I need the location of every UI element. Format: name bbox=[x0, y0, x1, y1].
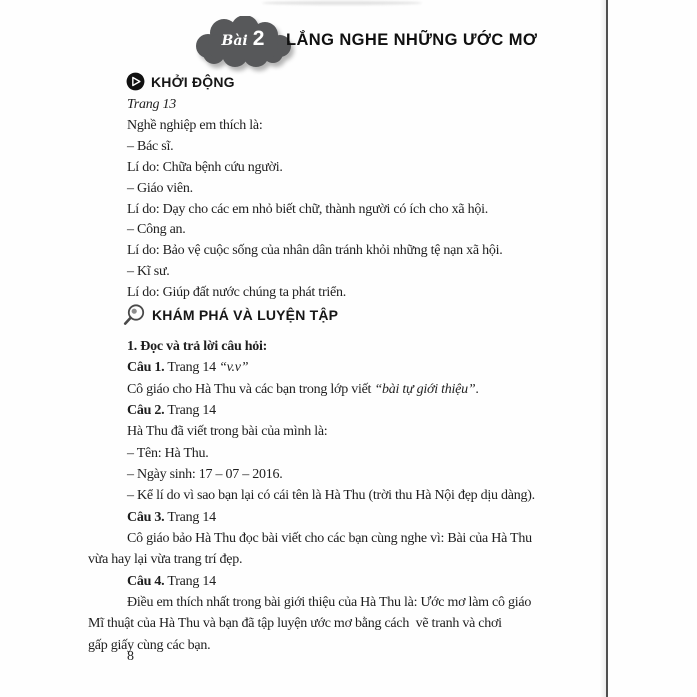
section-heading-khoi-dong bbox=[126, 72, 235, 91]
text-span: Câu 4. bbox=[127, 573, 165, 589]
text-line bbox=[88, 421, 603, 442]
text-line bbox=[88, 179, 603, 200]
text-span: Mĩ thuật của Hà Thu và bạn đã tập luyện ước mơ bằng cách vẽ tranh và chơi bbox=[88, 616, 502, 632]
text-line bbox=[88, 464, 603, 485]
text-line bbox=[88, 357, 603, 378]
text-line bbox=[88, 200, 603, 221]
text-line bbox=[88, 613, 603, 634]
text-line bbox=[88, 220, 603, 241]
text-span: Trang 14 bbox=[164, 360, 220, 376]
page-top-shadow bbox=[262, 1, 422, 5]
text-span: Hà Thu đã viết trong bài của mình là: bbox=[127, 424, 328, 440]
text-span: Điều em thích nhất trong bài giới thiệu của Hà Thu là: Ước mơ làm cô giáo bbox=[127, 595, 532, 611]
text-line bbox=[88, 549, 603, 570]
text-span: Nghề nghiệp em thích là: bbox=[127, 117, 263, 133]
text-line bbox=[88, 158, 603, 179]
section-heading-label: KHÁM PHÁ VÀ LUYỆN TẬP bbox=[152, 307, 339, 323]
text-span: – Giáo viên. bbox=[127, 180, 193, 196]
text-line bbox=[88, 571, 603, 592]
text-span: Câu 3. bbox=[127, 509, 165, 525]
page-edge-line bbox=[606, 0, 608, 697]
text-line bbox=[88, 528, 603, 549]
text-span: “v.v” bbox=[219, 360, 249, 376]
text-span: – Tên: Hà Thu. bbox=[127, 445, 209, 461]
text-line bbox=[88, 116, 603, 137]
text-span: Cô giáo cho Hà Thu và các bạn trong lớp viết bbox=[127, 381, 375, 397]
text-span: – Công an. bbox=[127, 222, 186, 238]
text-span: Câu 1. bbox=[127, 360, 165, 376]
badge-number: 2 bbox=[252, 27, 265, 50]
section-khoi-dong-lines bbox=[88, 95, 603, 304]
text-span: Trang 14 bbox=[164, 403, 216, 419]
text-line bbox=[88, 283, 603, 304]
lesson-badge-text bbox=[190, 16, 296, 62]
text-span: . bbox=[475, 381, 479, 397]
text-span: – Kể lí do vì sao bạn lại có cái tên là Hà Thu (trời thu Hà Nội đẹp dịu dàng). bbox=[127, 488, 535, 504]
text-line bbox=[88, 241, 603, 262]
magnifier-icon bbox=[121, 303, 146, 327]
text-span: 1. Đọc và trả lời câu hỏi: bbox=[127, 339, 268, 354]
text-span: – Ngày sinh: 17 – 07 – 2016. bbox=[127, 467, 283, 483]
text-span: Cô giáo bảo Hà Thu đọc bài viết cho các bạn cùng nghe vì: Bài của Hà Thu bbox=[127, 531, 532, 547]
text-line bbox=[88, 336, 603, 357]
text-span: Trang 14 bbox=[164, 509, 216, 525]
text-span: gấp giấy cùng các bạn. bbox=[88, 637, 211, 653]
text-line bbox=[88, 262, 603, 283]
section-heading-label: KHỞI ĐỘNG bbox=[151, 73, 235, 90]
text-span: Trang 14 bbox=[164, 573, 216, 589]
badge-word: Bài bbox=[221, 32, 248, 49]
text-line bbox=[88, 485, 603, 506]
text-line bbox=[88, 95, 603, 116]
play-icon bbox=[126, 72, 145, 91]
text-span: vừa hay lại vừa trang trí đẹp. bbox=[88, 552, 243, 568]
section-kham-pha-lines bbox=[88, 336, 603, 656]
text-span: Câu 2. bbox=[127, 403, 165, 419]
text-span: Lí do: Chữa bệnh cứu người. bbox=[127, 159, 283, 175]
text-span: Lí do: Giúp đất nước chúng ta phát triển. bbox=[127, 285, 346, 301]
text-line bbox=[88, 635, 603, 656]
text-line bbox=[88, 400, 603, 421]
text-span: “bài tự giới thiệu” bbox=[374, 381, 476, 397]
text-line bbox=[88, 379, 603, 400]
text-span: Trang 13 bbox=[127, 97, 176, 112]
section-heading-kham-pha bbox=[121, 303, 338, 327]
text-span: Lí do: Bảo vệ cuộc sống của nhân dân tránh khỏi những tệ nạn xã hội. bbox=[127, 243, 503, 259]
text-span: – Kĩ sư. bbox=[127, 264, 170, 280]
text-span: – Bác sĩ. bbox=[127, 138, 174, 154]
text-line bbox=[88, 507, 603, 528]
text-line bbox=[88, 443, 603, 464]
text-line bbox=[88, 137, 603, 158]
page-number: 8 bbox=[127, 649, 134, 664]
lesson-badge bbox=[190, 16, 296, 70]
text-span: Lí do: Dạy cho các em nhỏ biết chữ, thành người có ích cho xã hội. bbox=[127, 201, 489, 217]
lesson-title: LẮNG NGHE NHỮNG ƯỚC MƠ bbox=[286, 31, 538, 49]
text-line bbox=[88, 592, 603, 613]
